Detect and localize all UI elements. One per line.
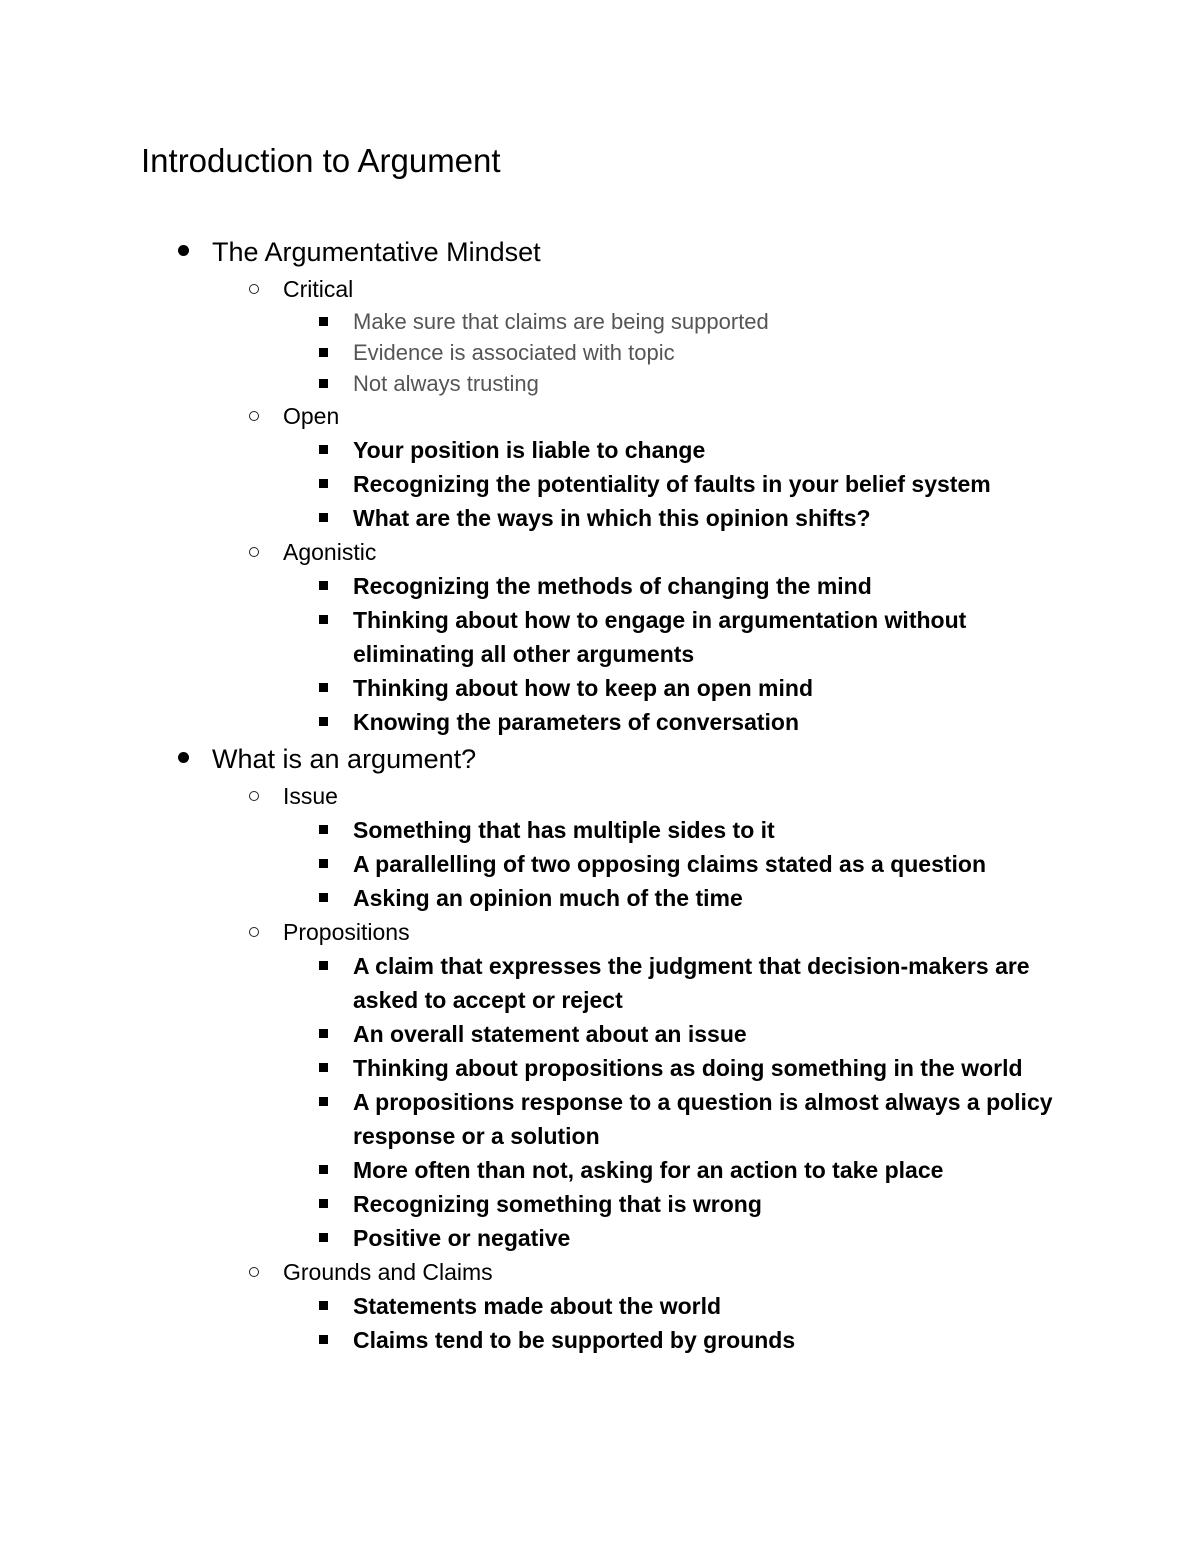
hollow-circle-bullet-icon: [249, 547, 259, 557]
list-item-text: Asking an opinion much of the time: [353, 885, 743, 911]
list-item-text: Knowing the parameters of conversation: [353, 709, 800, 735]
list-item-text: A claim that expresses the judgment that decision-makers are asked to accept or reject: [353, 953, 1030, 1013]
list-item-text: Something that has multiple sides to it: [353, 817, 775, 843]
square-bullet-icon: [319, 615, 328, 624]
square-bullet-icon: [319, 1165, 328, 1174]
list-item-text: A propositions response to a question is almost always a policy response or a solution: [353, 1089, 1053, 1149]
list-item-text: Recognizing the methods of changing the mind: [353, 573, 872, 599]
filled-circle-bullet-icon: [178, 752, 189, 763]
square-bullet-icon: [319, 961, 328, 970]
list-item: [0, 603, 1200, 671]
square-bullet-icon: [319, 379, 328, 388]
square-bullet-icon: [319, 1029, 328, 1038]
square-bullet-icon: [319, 683, 328, 692]
subsection-heading: [0, 399, 1200, 433]
section-heading-text: The Argumentative Mindset: [212, 237, 541, 267]
list-item-text: Claims tend to be supported by grounds: [353, 1327, 796, 1353]
subsection-heading-text: Critical: [283, 276, 354, 302]
list-item-text: Thinking about propositions as doing something in the world: [353, 1055, 1023, 1081]
list-item: [0, 1323, 1200, 1357]
list-item-text: Evidence is associated with topic: [353, 340, 675, 365]
hollow-circle-bullet-icon: [249, 1267, 259, 1277]
list-item: [0, 1085, 1200, 1153]
list-item: [0, 1289, 1200, 1323]
subsection-heading: [0, 915, 1200, 949]
list-item: [0, 501, 1200, 535]
list-item: [0, 1153, 1200, 1187]
section-heading: [0, 232, 1200, 272]
list-item: [0, 1051, 1200, 1085]
subsection-heading-text: Agonistic: [283, 539, 377, 565]
square-bullet-icon: [319, 348, 328, 357]
subsection-heading-text: Propositions: [283, 919, 410, 945]
list-item-text: More often than not, asking for an action to take place: [353, 1157, 944, 1183]
subsection-heading: [0, 272, 1200, 306]
list-item: [0, 671, 1200, 705]
section-heading-text: What is an argument?: [212, 744, 477, 774]
square-bullet-icon: [319, 479, 328, 488]
list-item-text: An overall statement about an issue: [353, 1021, 747, 1047]
list-item: [0, 705, 1200, 739]
list-item: [0, 306, 1200, 337]
subsection-heading: [0, 779, 1200, 813]
list-item: [0, 569, 1200, 603]
hollow-circle-bullet-icon: [249, 791, 259, 801]
square-bullet-icon: [319, 859, 328, 868]
square-bullet-icon: [319, 1335, 328, 1344]
list-item: [0, 467, 1200, 501]
square-bullet-icon: [319, 1199, 328, 1208]
subsection-heading-text: Grounds and Claims: [283, 1259, 493, 1285]
list-item: [0, 847, 1200, 881]
list-item: [0, 813, 1200, 847]
list-item-text: A parallelling of two opposing claims stated as a question: [353, 851, 987, 877]
list-item-text: Make sure that claims are being supported: [353, 309, 769, 334]
list-item-text: Recognizing something that is wrong: [353, 1191, 762, 1217]
page-title: Introduction to Argument: [141, 142, 501, 179]
list-item: [0, 368, 1200, 399]
square-bullet-icon: [319, 1097, 328, 1106]
list-item-text: Statements made about the world: [353, 1293, 722, 1319]
square-bullet-icon: [319, 825, 328, 834]
square-bullet-icon: [319, 1301, 328, 1310]
outline: [0, 232, 1200, 1357]
square-bullet-icon: [319, 317, 328, 326]
list-item-text: Thinking about how to engage in argumentation without eliminating all other arguments: [353, 607, 967, 667]
list-item-text: Positive or negative: [353, 1225, 571, 1251]
filled-circle-bullet-icon: [178, 245, 189, 256]
square-bullet-icon: [319, 513, 328, 522]
square-bullet-icon: [319, 445, 328, 454]
square-bullet-icon: [319, 1063, 328, 1072]
list-item: [0, 337, 1200, 368]
section-heading: [0, 739, 1200, 779]
list-item: [0, 1017, 1200, 1051]
square-bullet-icon: [319, 581, 328, 590]
list-item-text: Your position is liable to change: [353, 437, 706, 463]
list-item: [0, 433, 1200, 467]
hollow-circle-bullet-icon: [249, 927, 259, 937]
list-item-text: What are the ways in which this opinion shifts?: [353, 505, 871, 531]
square-bullet-icon: [319, 893, 328, 902]
subsection-heading: [0, 535, 1200, 569]
list-item-text: Thinking about how to keep an open mind: [353, 675, 813, 701]
subsection-heading-text: Issue: [283, 783, 338, 809]
list-item: [0, 1221, 1200, 1255]
subsection-heading: [0, 1255, 1200, 1289]
square-bullet-icon: [319, 1233, 328, 1242]
list-item-text: Not always trusting: [353, 371, 539, 396]
hollow-circle-bullet-icon: [249, 284, 259, 294]
hollow-circle-bullet-icon: [249, 411, 259, 421]
list-item: [0, 949, 1200, 1017]
list-item-text: Recognizing the potentiality of faults in your belief system: [353, 471, 991, 497]
square-bullet-icon: [319, 717, 328, 726]
subsection-heading-text: Open: [283, 403, 340, 429]
list-item: [0, 1187, 1200, 1221]
list-item: [0, 881, 1200, 915]
